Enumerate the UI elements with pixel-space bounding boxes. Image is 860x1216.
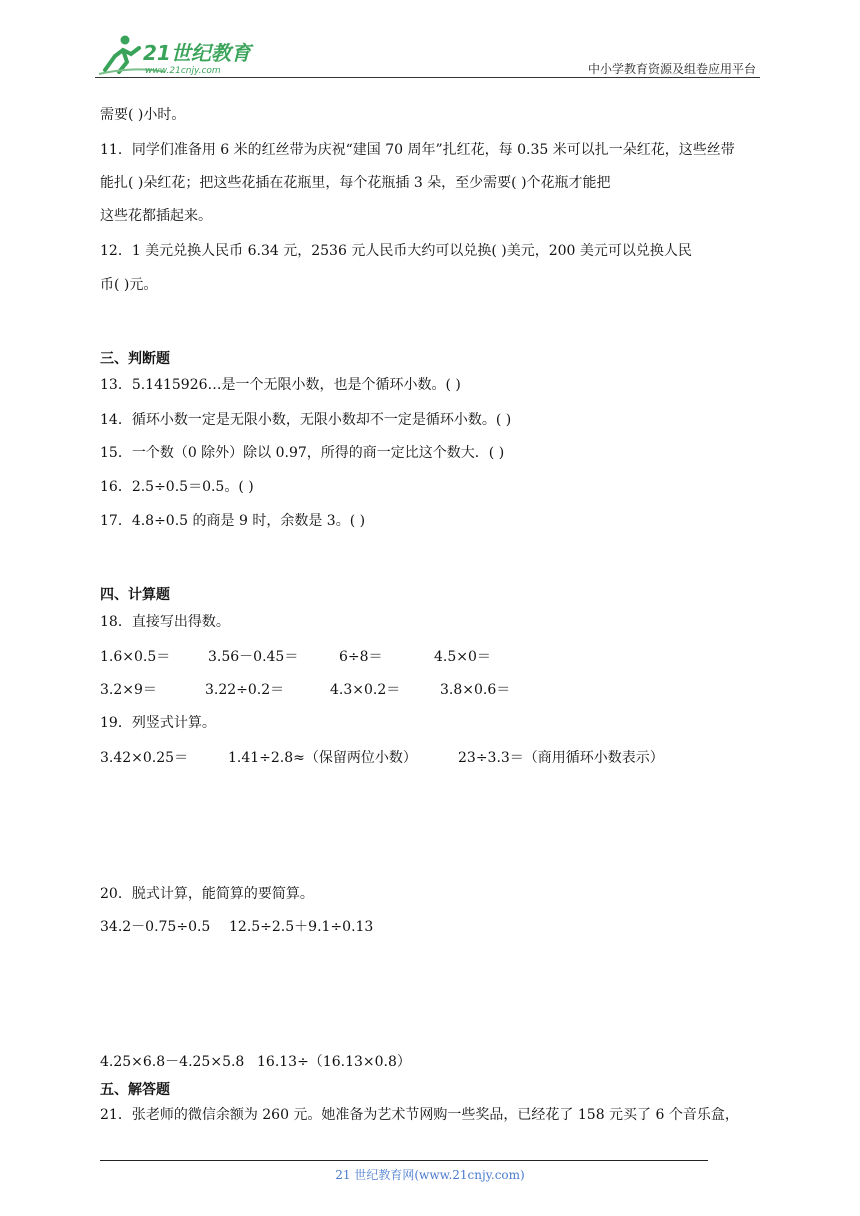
q20: 20．脱式计算，能简算的要简算。: [100, 886, 314, 902]
logo-runner-icon: [95, 30, 265, 78]
q20-item: 16.13÷（16.13×0.8）: [257, 1054, 411, 1070]
q20-item: 12.5÷2.5＋9.1÷0.13: [229, 919, 374, 935]
q18-item: 3.8×0.6＝: [440, 682, 511, 698]
q11-line1: 11．同学们准备用 6 米的红丝带为庆祝“建国 70 周年”扎红花，每 0.35 米可以扎一朵红花，这些丝带: [100, 142, 735, 158]
q18-item: 3.22÷0.2＝: [205, 682, 285, 698]
logo-text: 21世纪教育: [143, 41, 251, 65]
q18: 18．直接写出得数。: [100, 614, 230, 630]
section-title-judgement: 三、判断题: [100, 351, 170, 367]
q18-item: 4.3×0.2＝: [330, 682, 401, 698]
q14: 14．循环小数一定是无限小数，无限小数却不一定是循环小数。( ): [100, 412, 512, 428]
q18-item: 3.56－0.45＝: [208, 649, 299, 665]
q19-item: 23÷3.3＝（商用循环小数表示）: [458, 750, 664, 766]
q20-item: 4.25×6.8－4.25×5.8: [100, 1054, 245, 1070]
q16: 16．2.5÷0.5＝0.5。( ): [100, 479, 254, 495]
q19-item: 3.42×0.25＝: [100, 750, 189, 766]
q20-item: 34.2－0.75÷0.5: [100, 919, 211, 935]
q11-line3: 这些花都插起来。: [100, 208, 212, 224]
q13: 13．5.1415926…是一个无限小数，也是个循环小数。( ): [100, 377, 461, 393]
q15: 15．一个数（0 除外）除以 0.97，所得的商一定比这个数大．( ): [100, 445, 505, 461]
q12-line1: 12．1 美元兑换人民币 6.34 元，2536 元人民币大约可以兑换( )美元，200 美元可以兑换人民: [100, 243, 692, 259]
footer-link[interactable]: 21 世纪教育网(www.21cnjy.com): [335, 1168, 525, 1182]
q18-item: 3.2×9＝: [100, 682, 157, 698]
logo: [95, 30, 265, 78]
q17: 17．4.8÷0.5 的商是 9 时，余数是 3。( ): [100, 513, 366, 529]
section-title-answer: 五、解答题: [100, 1082, 170, 1098]
line-q10-end: 需要( )小时。: [100, 107, 186, 123]
q18-item: 6÷8＝: [339, 649, 383, 665]
q12-line2: 币( )元。: [100, 277, 158, 293]
header-divider: [95, 77, 760, 78]
q18-item: 1.6×0.5＝: [100, 649, 171, 665]
q19: 19．列竖式计算。: [100, 715, 216, 731]
q21: 21．张老师的微信余额为 260 元。她准备为艺术节网购一些奖品，已经花了 158 元买了 6 个音乐盒，: [100, 1107, 739, 1123]
q18-item: 4.5×0＝: [434, 649, 491, 665]
platform-name: 中小学教育资源及组卷应用平台: [587, 62, 756, 76]
footer-divider: [100, 1160, 708, 1161]
q19-item: 1.41÷2.8≈（保留两位小数）: [228, 750, 417, 766]
logo-url: www.21cnjy.com: [145, 66, 221, 76]
section-title-calculation: 四、计算题: [100, 587, 170, 603]
q11-line2: 能扎( )朵红花；把这些花插在花瓶里，每个花瓶插 3 朵，至少需要( )个花瓶才能把: [100, 175, 611, 191]
